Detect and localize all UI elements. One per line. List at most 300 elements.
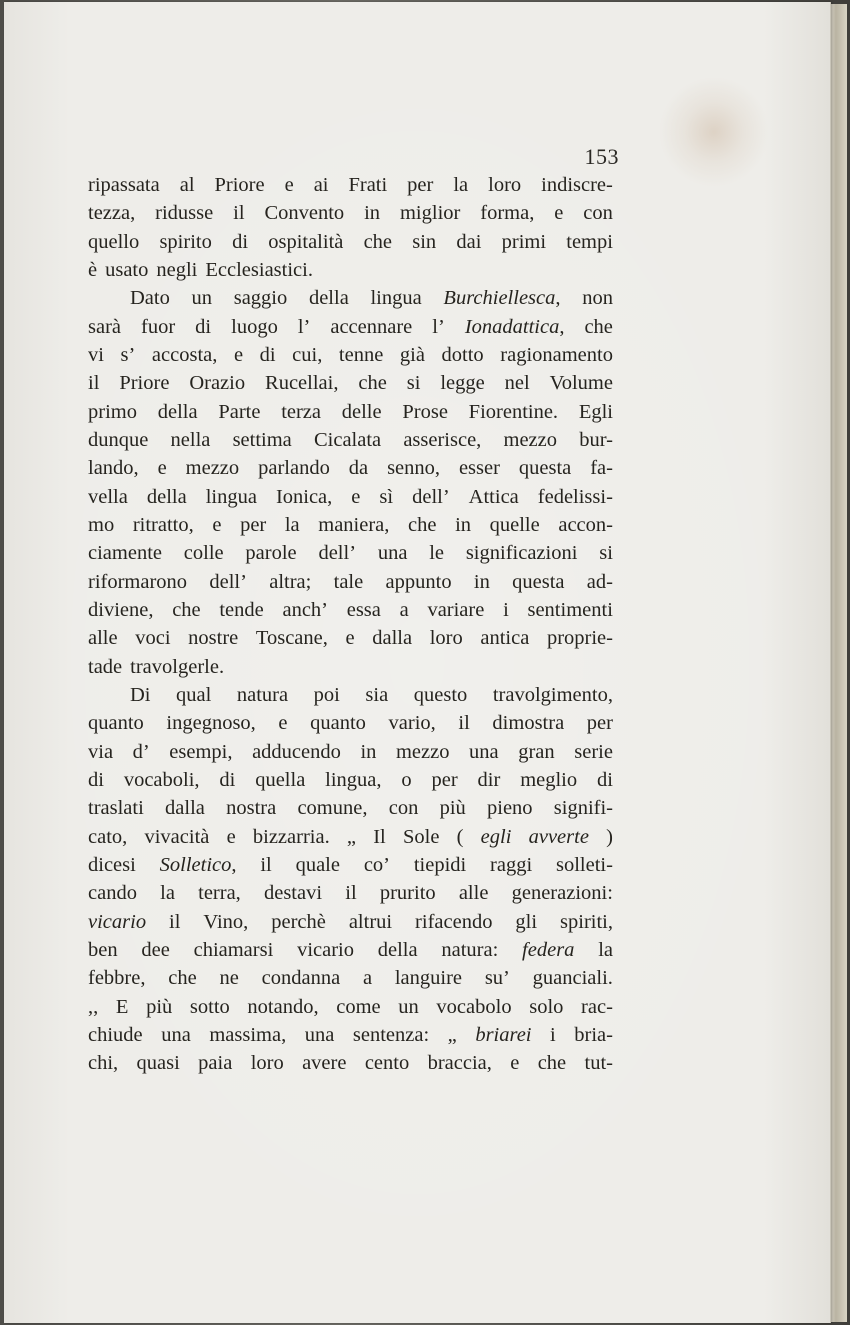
- word: via: [88, 740, 114, 763]
- text-line: [88, 199, 613, 227]
- word: Convento: [264, 202, 345, 225]
- word: altra;: [269, 570, 312, 593]
- word: già: [399, 343, 425, 366]
- word: il: [458, 712, 470, 735]
- word: Vino,: [203, 910, 249, 933]
- word: tende: [219, 598, 264, 621]
- word: bria-: [574, 1023, 613, 1046]
- word: bizzarria.: [252, 825, 330, 848]
- word: significazioni: [465, 542, 578, 565]
- text-line: [88, 539, 613, 567]
- word: primi: [501, 230, 547, 253]
- word: avere: [302, 1052, 347, 1075]
- word: quella: [255, 768, 306, 791]
- word: della: [377, 938, 418, 961]
- word: Sole: [402, 825, 440, 848]
- word: esempi,: [169, 740, 233, 763]
- word: dicesi: [88, 853, 136, 876]
- word: che: [168, 967, 197, 990]
- word: sotto: [189, 995, 230, 1018]
- word: ): [606, 825, 613, 848]
- word: mezzo: [395, 740, 450, 763]
- text-line: [88, 993, 613, 1021]
- word: s’: [120, 343, 136, 366]
- word: in: [364, 202, 381, 225]
- word: ingegnoso,: [166, 712, 256, 735]
- word: ridusse: [155, 202, 214, 225]
- word: mo: [88, 513, 115, 536]
- word: Orazio: [189, 372, 246, 395]
- word: quelle: [489, 513, 540, 536]
- word: „: [346, 825, 357, 848]
- word: Fiorentine.: [468, 400, 559, 423]
- word: raggi: [490, 853, 533, 876]
- word: mezzo: [503, 428, 557, 451]
- word: miglior: [399, 202, 461, 225]
- word: di: [195, 315, 212, 338]
- word: e: [510, 1052, 520, 1075]
- word: o: [401, 768, 412, 791]
- word: antica: [480, 627, 530, 650]
- word: una: [469, 740, 499, 763]
- word: che: [584, 315, 613, 338]
- text-line: [88, 454, 613, 482]
- word: voci: [135, 627, 171, 650]
- word: la: [160, 882, 175, 905]
- word: Ionica,: [275, 485, 333, 508]
- word: Parte: [218, 400, 261, 423]
- text-line: [88, 1049, 613, 1077]
- word: perchè: [271, 910, 326, 933]
- text-line: [88, 256, 613, 284]
- word: al: [179, 174, 195, 196]
- word: si: [406, 372, 421, 395]
- word: i: [550, 1023, 556, 1046]
- text-line: [88, 823, 613, 851]
- word: variare: [427, 598, 485, 621]
- word: e: [284, 174, 294, 196]
- word: generazioni:: [511, 882, 613, 905]
- word: senno,: [387, 457, 441, 480]
- word: tempi: [566, 230, 613, 253]
- word: con: [388, 797, 419, 820]
- word: accosta,: [151, 343, 218, 366]
- word: vario,: [388, 712, 436, 735]
- word: per: [407, 174, 434, 196]
- word: luogo: [231, 315, 278, 338]
- text-line: [88, 483, 613, 511]
- word: quanto: [88, 712, 144, 735]
- word: languire: [394, 967, 463, 990]
- word: prurito: [379, 882, 436, 905]
- word: d’: [132, 740, 150, 763]
- word: è: [88, 258, 98, 281]
- word: per: [431, 768, 458, 791]
- word: riformarono: [88, 570, 188, 593]
- word: settima: [232, 428, 292, 451]
- word: legge: [440, 372, 485, 395]
- word: cui,: [292, 343, 323, 366]
- word: ciamente: [88, 542, 162, 565]
- word: esser: [458, 457, 500, 480]
- word: proprie-: [546, 627, 613, 650]
- word: si: [599, 542, 613, 565]
- word: co’: [363, 853, 390, 876]
- word: il: [260, 853, 272, 876]
- text-line: [88, 709, 613, 737]
- word: dalla: [372, 627, 413, 650]
- word: della: [308, 287, 349, 310]
- word: fedelissi-: [537, 485, 613, 508]
- word: chi,: [88, 1052, 119, 1075]
- word: massima,: [209, 1023, 287, 1046]
- text-line: [88, 879, 613, 907]
- word: dell’: [318, 542, 357, 565]
- word: cando: [88, 882, 137, 905]
- word: sì: [379, 485, 394, 508]
- word: dalla: [165, 797, 205, 820]
- word: tale: [333, 570, 364, 593]
- word: ,,: [88, 995, 99, 1018]
- word: parole: [245, 542, 297, 565]
- word: e: [278, 712, 288, 735]
- word: vi: [88, 343, 104, 366]
- word: che: [358, 372, 387, 395]
- word: tut-: [584, 1052, 613, 1075]
- word: sentenza:: [352, 1023, 430, 1046]
- word: sarà: [88, 315, 122, 338]
- word: nostre: [188, 627, 239, 650]
- text-line: [88, 738, 613, 766]
- word: lando,: [88, 457, 139, 480]
- word: signifi-: [553, 797, 613, 820]
- text-line: [88, 1021, 613, 1049]
- word: ai: [313, 174, 329, 196]
- word: e: [233, 343, 244, 366]
- word: usato: [105, 258, 149, 281]
- word: cato,: [88, 825, 128, 848]
- word: ragionamento: [500, 343, 613, 366]
- word: della: [157, 400, 198, 423]
- word: la: [598, 938, 613, 961]
- word: fuor: [141, 315, 176, 338]
- word: rifacendo: [415, 910, 493, 933]
- word: l’: [432, 315, 445, 338]
- text-line: [88, 341, 613, 369]
- text-line: [88, 426, 613, 454]
- word: spirito: [159, 230, 212, 253]
- word: più: [439, 797, 466, 820]
- word: bur-: [579, 428, 613, 451]
- word: Priore: [119, 372, 170, 395]
- word: quello: [88, 230, 140, 253]
- word: diviene,: [88, 598, 154, 621]
- text-line: [88, 766, 613, 794]
- word: terra,: [198, 882, 241, 905]
- text-line: [88, 964, 613, 992]
- word: che: [408, 513, 437, 536]
- page-number: 153: [584, 144, 619, 169]
- word: tenne: [338, 343, 384, 366]
- word: vocaboli,: [123, 768, 200, 791]
- word: un: [398, 995, 419, 1018]
- word: loro: [488, 174, 522, 196]
- word: Priore: [214, 174, 265, 196]
- text-line: [88, 596, 613, 624]
- word: gran: [518, 740, 555, 763]
- word: che: [537, 1052, 567, 1075]
- word: e: [212, 513, 222, 536]
- word: che: [363, 230, 393, 253]
- text-line: [88, 681, 613, 709]
- word: e: [226, 825, 236, 848]
- word: Toscane,: [255, 627, 328, 650]
- word: cento: [364, 1052, 410, 1075]
- word: ritratto,: [132, 513, 194, 536]
- word: Ionadattica,: [464, 315, 565, 338]
- word: in: [473, 570, 490, 593]
- text-line: [88, 936, 613, 964]
- body-text: [88, 171, 613, 1078]
- word: nostra: [226, 797, 277, 820]
- word: chiude: [88, 1023, 143, 1046]
- word: di: [219, 768, 236, 791]
- word: appunto: [385, 570, 452, 593]
- text-line: [88, 794, 613, 822]
- word: sin: [412, 230, 437, 253]
- word: il: [345, 882, 357, 905]
- word: vicario: [297, 938, 354, 961]
- word: fa-: [590, 457, 613, 480]
- word: gli: [515, 910, 538, 933]
- text-line: [88, 284, 613, 312]
- word: una: [377, 542, 408, 565]
- word: forma,: [480, 202, 535, 225]
- word: per: [586, 712, 613, 735]
- word: Egli: [578, 400, 613, 423]
- word: asserisce,: [403, 428, 482, 451]
- word: tiepidi: [413, 853, 467, 876]
- word: il: [169, 910, 181, 933]
- word: per: [240, 513, 267, 536]
- word: comune,: [297, 797, 368, 820]
- word: dunque: [88, 428, 149, 451]
- word: che: [172, 598, 201, 621]
- word: l’: [297, 315, 311, 338]
- word: rac-: [581, 995, 613, 1018]
- word: Cicalata: [313, 428, 382, 451]
- text-line: [88, 511, 613, 539]
- word: delle: [341, 400, 382, 423]
- word: meglio: [520, 768, 578, 791]
- word: da: [348, 457, 369, 480]
- word: tade: [88, 655, 123, 678]
- word: dotto: [441, 343, 484, 366]
- word: terza: [281, 400, 322, 423]
- word: accon-: [558, 513, 613, 536]
- word: braccia,: [427, 1052, 492, 1075]
- word: accennare: [330, 315, 413, 338]
- word: questa: [518, 457, 572, 480]
- word: come: [336, 995, 381, 1018]
- word: spiriti,: [560, 910, 613, 933]
- word: ripassata: [88, 174, 160, 196]
- word: quale: [295, 853, 340, 876]
- word: indiscre-: [541, 174, 613, 196]
- word: Attica: [468, 485, 519, 508]
- word: Volume: [549, 372, 613, 395]
- word: sia: [365, 683, 389, 706]
- word: lingua: [205, 485, 257, 508]
- text-line: [88, 369, 613, 397]
- word: „: [447, 1023, 457, 1046]
- word: dimostra: [492, 712, 565, 735]
- word: Ecclesiastici.: [205, 258, 313, 281]
- word: primo: [88, 400, 137, 423]
- word: altrui: [348, 910, 393, 933]
- word: E: [115, 995, 129, 1018]
- word: lingua: [370, 287, 422, 310]
- word: Frati: [348, 174, 388, 196]
- text-line: [88, 568, 613, 596]
- word: un: [191, 287, 213, 310]
- word: vocabolo: [436, 995, 512, 1018]
- word: chiamarsi: [193, 938, 274, 961]
- word: dell’: [412, 485, 450, 508]
- text-line: [88, 398, 613, 426]
- word: Solletico,: [159, 853, 237, 876]
- word: saggio: [233, 287, 288, 310]
- word: con: [583, 202, 613, 225]
- word: non: [582, 287, 613, 310]
- word: Prose: [402, 400, 448, 423]
- word: di: [596, 768, 613, 791]
- word: notando,: [247, 995, 319, 1018]
- word: a: [362, 967, 373, 990]
- word: essa: [346, 598, 381, 621]
- word: dir: [477, 768, 501, 791]
- word: quasi: [136, 1052, 180, 1075]
- word: il: [88, 372, 100, 395]
- word: (: [456, 825, 464, 848]
- word: destavi: [263, 882, 323, 905]
- word: traslati: [88, 797, 144, 820]
- word: travolgimento,: [492, 683, 613, 706]
- word: adducendo: [252, 740, 341, 763]
- word: Burchiellesca,: [443, 287, 561, 310]
- word: una: [304, 1023, 335, 1046]
- word: Rucellai,: [265, 372, 339, 395]
- word: una: [161, 1023, 191, 1046]
- text-line: [88, 908, 613, 936]
- word: travolgerle.: [130, 655, 225, 678]
- word: pieno: [487, 797, 533, 820]
- word: la: [284, 513, 300, 536]
- word: questa: [512, 570, 565, 593]
- word: vicario: [88, 910, 147, 933]
- word: parlando: [258, 457, 330, 480]
- word: dai: [456, 230, 482, 253]
- word: avverte: [528, 825, 589, 848]
- word: loro: [429, 627, 463, 650]
- word: sentimenti: [527, 598, 613, 621]
- word: lingua,: [325, 768, 382, 791]
- word: solleti-: [556, 853, 613, 876]
- word: in: [360, 740, 377, 763]
- word: loro: [250, 1052, 284, 1075]
- word: della: [146, 485, 187, 508]
- word: Dato: [130, 287, 170, 310]
- word: e: [351, 485, 361, 508]
- word: e: [345, 627, 355, 650]
- word: tezza,: [88, 202, 136, 225]
- word: febbre,: [88, 967, 146, 990]
- text-line: [88, 313, 613, 341]
- word: su’: [484, 967, 510, 990]
- word: a: [399, 598, 409, 621]
- word: in: [455, 513, 472, 536]
- text-line: [88, 171, 613, 199]
- word: Il: [373, 825, 386, 848]
- word: qual: [176, 683, 212, 706]
- word: ad-: [586, 570, 613, 593]
- word: di: [88, 768, 104, 791]
- word: ospitalità: [268, 230, 344, 253]
- word: condanna: [261, 967, 341, 990]
- word: ne: [219, 967, 239, 990]
- word: anch’: [282, 598, 329, 621]
- word: dell’: [209, 570, 247, 593]
- text-line: [88, 653, 613, 681]
- word: più: [146, 995, 173, 1018]
- word: solo: [529, 995, 564, 1018]
- word: vella: [88, 485, 128, 508]
- word: ben: [88, 938, 118, 961]
- word: di: [259, 343, 276, 366]
- word: il: [233, 202, 245, 225]
- word: federa: [522, 938, 575, 961]
- word: la: [453, 174, 469, 196]
- word: briarei: [475, 1023, 532, 1046]
- word: Di: [130, 683, 151, 706]
- word: questo: [413, 683, 468, 706]
- word: nel: [504, 372, 530, 395]
- word: natura:: [441, 938, 499, 961]
- word: i: [503, 598, 509, 621]
- word: serie: [574, 740, 613, 763]
- word: mezzo: [185, 457, 240, 480]
- word: alle: [88, 627, 118, 650]
- word: le: [429, 542, 445, 565]
- word: quanto: [310, 712, 366, 735]
- word: egli: [480, 825, 512, 848]
- word: vivacità: [144, 825, 210, 848]
- word: negli: [156, 258, 198, 281]
- word: maniera,: [318, 513, 390, 536]
- word: natura: [236, 683, 289, 706]
- word: dee: [141, 938, 170, 961]
- word: colle: [183, 542, 224, 565]
- word: e: [157, 457, 167, 480]
- text-line: [88, 851, 613, 879]
- text-line: [88, 624, 613, 652]
- word: paia: [198, 1052, 233, 1075]
- word: guanciali.: [532, 967, 613, 990]
- word: nella: [170, 428, 211, 451]
- word: e: [554, 202, 564, 225]
- text-line: [88, 228, 613, 256]
- word: di: [232, 230, 249, 253]
